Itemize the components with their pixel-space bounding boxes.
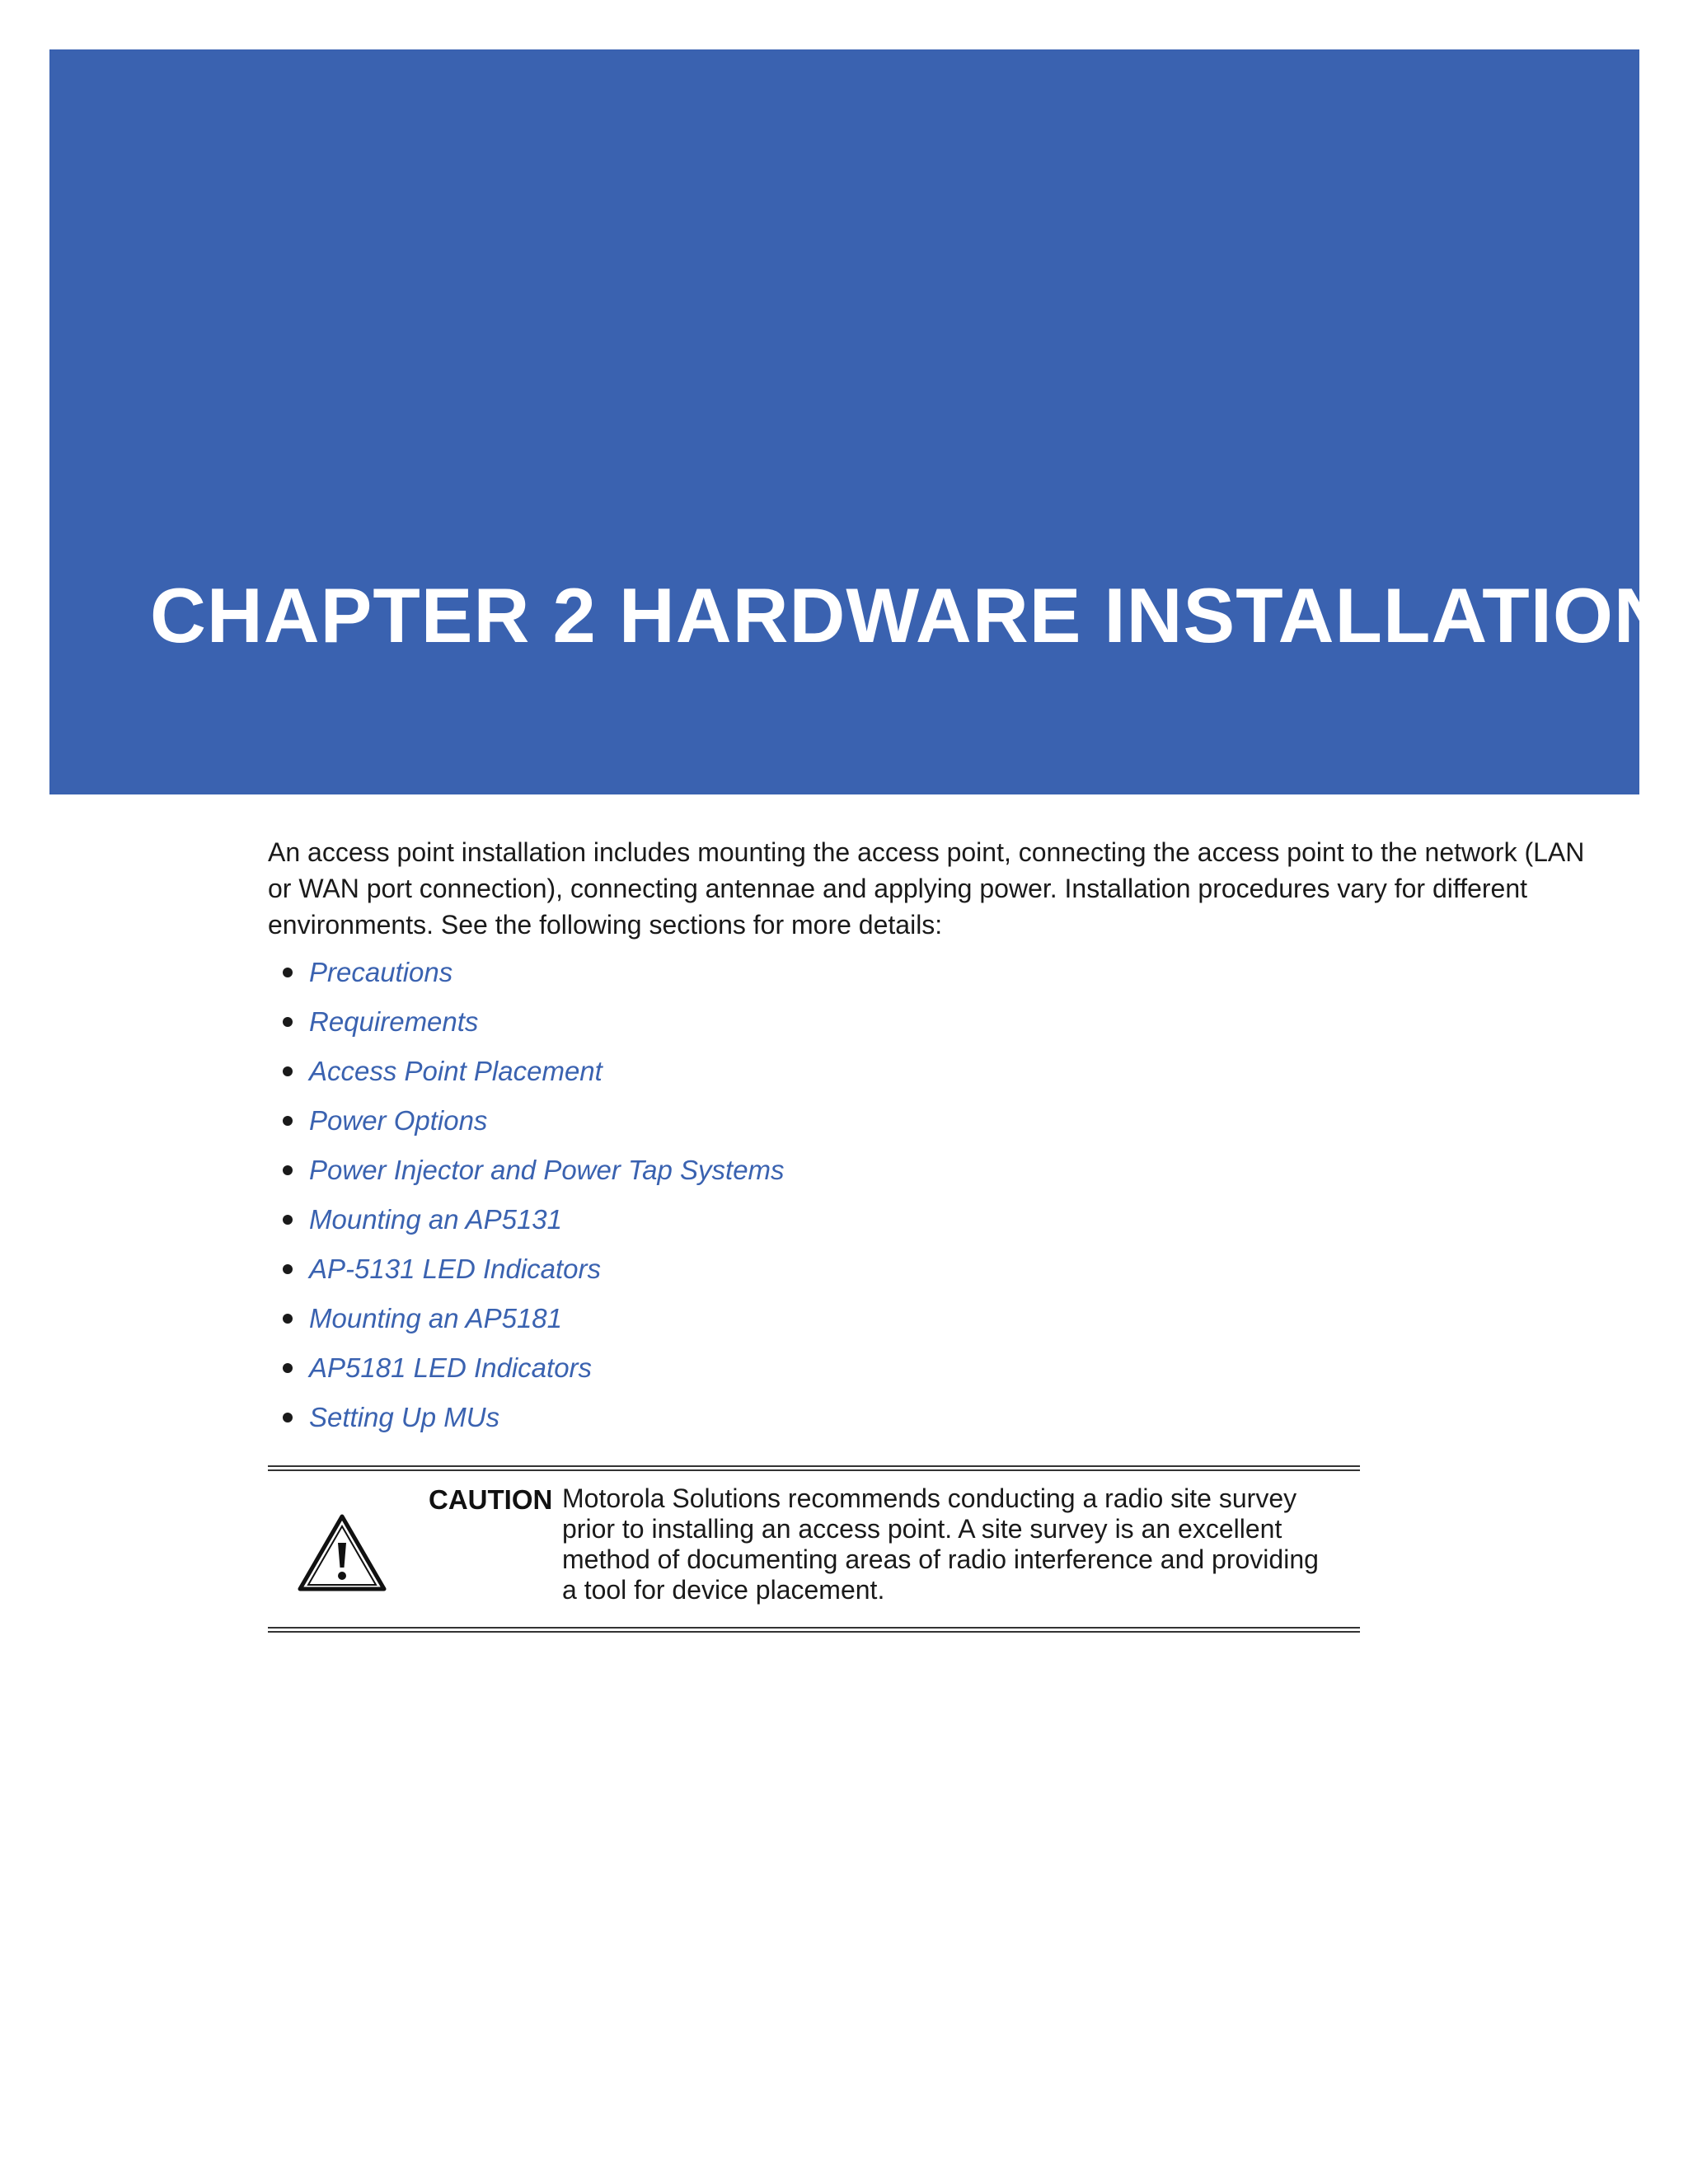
list-item — [268, 997, 1587, 1047]
caution-bottom-rule — [268, 1627, 1360, 1633]
section-link-setting-up-mus[interactable]: Setting Up MUs — [309, 1402, 500, 1432]
list-item — [268, 1146, 1587, 1195]
chapter-content — [268, 834, 1587, 1442]
list-item — [268, 1096, 1587, 1146]
bullet-icon — [283, 1314, 293, 1324]
section-link-power-injector[interactable]: Power Injector and Power Tap Systems — [309, 1155, 785, 1185]
section-link-access-point-placement[interactable]: Access Point Placement — [309, 1056, 603, 1086]
bullet-icon — [283, 1215, 293, 1225]
bullet-icon — [283, 968, 293, 977]
caution-label: CAUTION — [429, 1484, 553, 1515]
list-item — [268, 1195, 1587, 1244]
section-link-precautions[interactable]: Precautions — [309, 957, 453, 987]
section-link-list — [268, 948, 1587, 1442]
section-link-ap5181-led[interactable]: AP5181 LED Indicators — [309, 1352, 593, 1383]
warning-triangle-icon — [297, 1513, 387, 1592]
list-item — [268, 1244, 1587, 1294]
bullet-icon — [283, 1264, 293, 1274]
section-link-ap5131-led[interactable]: AP-5131 LED Indicators — [309, 1254, 602, 1284]
caution-top-rule — [268, 1465, 1360, 1471]
bullet-icon — [283, 1413, 293, 1422]
list-item — [268, 1393, 1587, 1442]
list-item — [268, 1294, 1587, 1343]
bullet-icon — [283, 1363, 293, 1373]
intro-paragraph: An access point installation includes mounting the access point, connecting the access point to the network (LAN or WAN port connection), connecting antennae and applying power. Installation procedures vary for different environments. See the following sections for more details: — [268, 837, 1585, 940]
bullet-icon — [283, 1017, 293, 1027]
bullet-icon — [283, 1165, 293, 1175]
caution-box — [268, 1465, 1360, 1635]
section-link-requirements[interactable]: Requirements — [309, 1006, 479, 1037]
caution-text: Motorola Solutions recommends conducting a radio site survey prior to installing an access point. A site survey is an excellent method of documenting areas of radio interference and providing a tool for device placement. — [562, 1483, 1319, 1605]
chapter-title: CHAPTER 2 HARDWARE INSTALLATION — [150, 572, 1671, 658]
section-link-power-options[interactable]: Power Options — [309, 1105, 488, 1136]
section-link-mounting-ap5181[interactable]: Mounting an AP5181 — [309, 1303, 563, 1333]
list-item — [268, 948, 1587, 997]
bullet-icon — [283, 1116, 293, 1126]
chapter-banner — [49, 49, 1671, 794]
list-item — [268, 1047, 1587, 1096]
section-link-mounting-ap5131[interactable]: Mounting an AP5131 — [309, 1204, 563, 1235]
list-item — [268, 1343, 1587, 1393]
bullet-icon — [283, 1066, 293, 1076]
